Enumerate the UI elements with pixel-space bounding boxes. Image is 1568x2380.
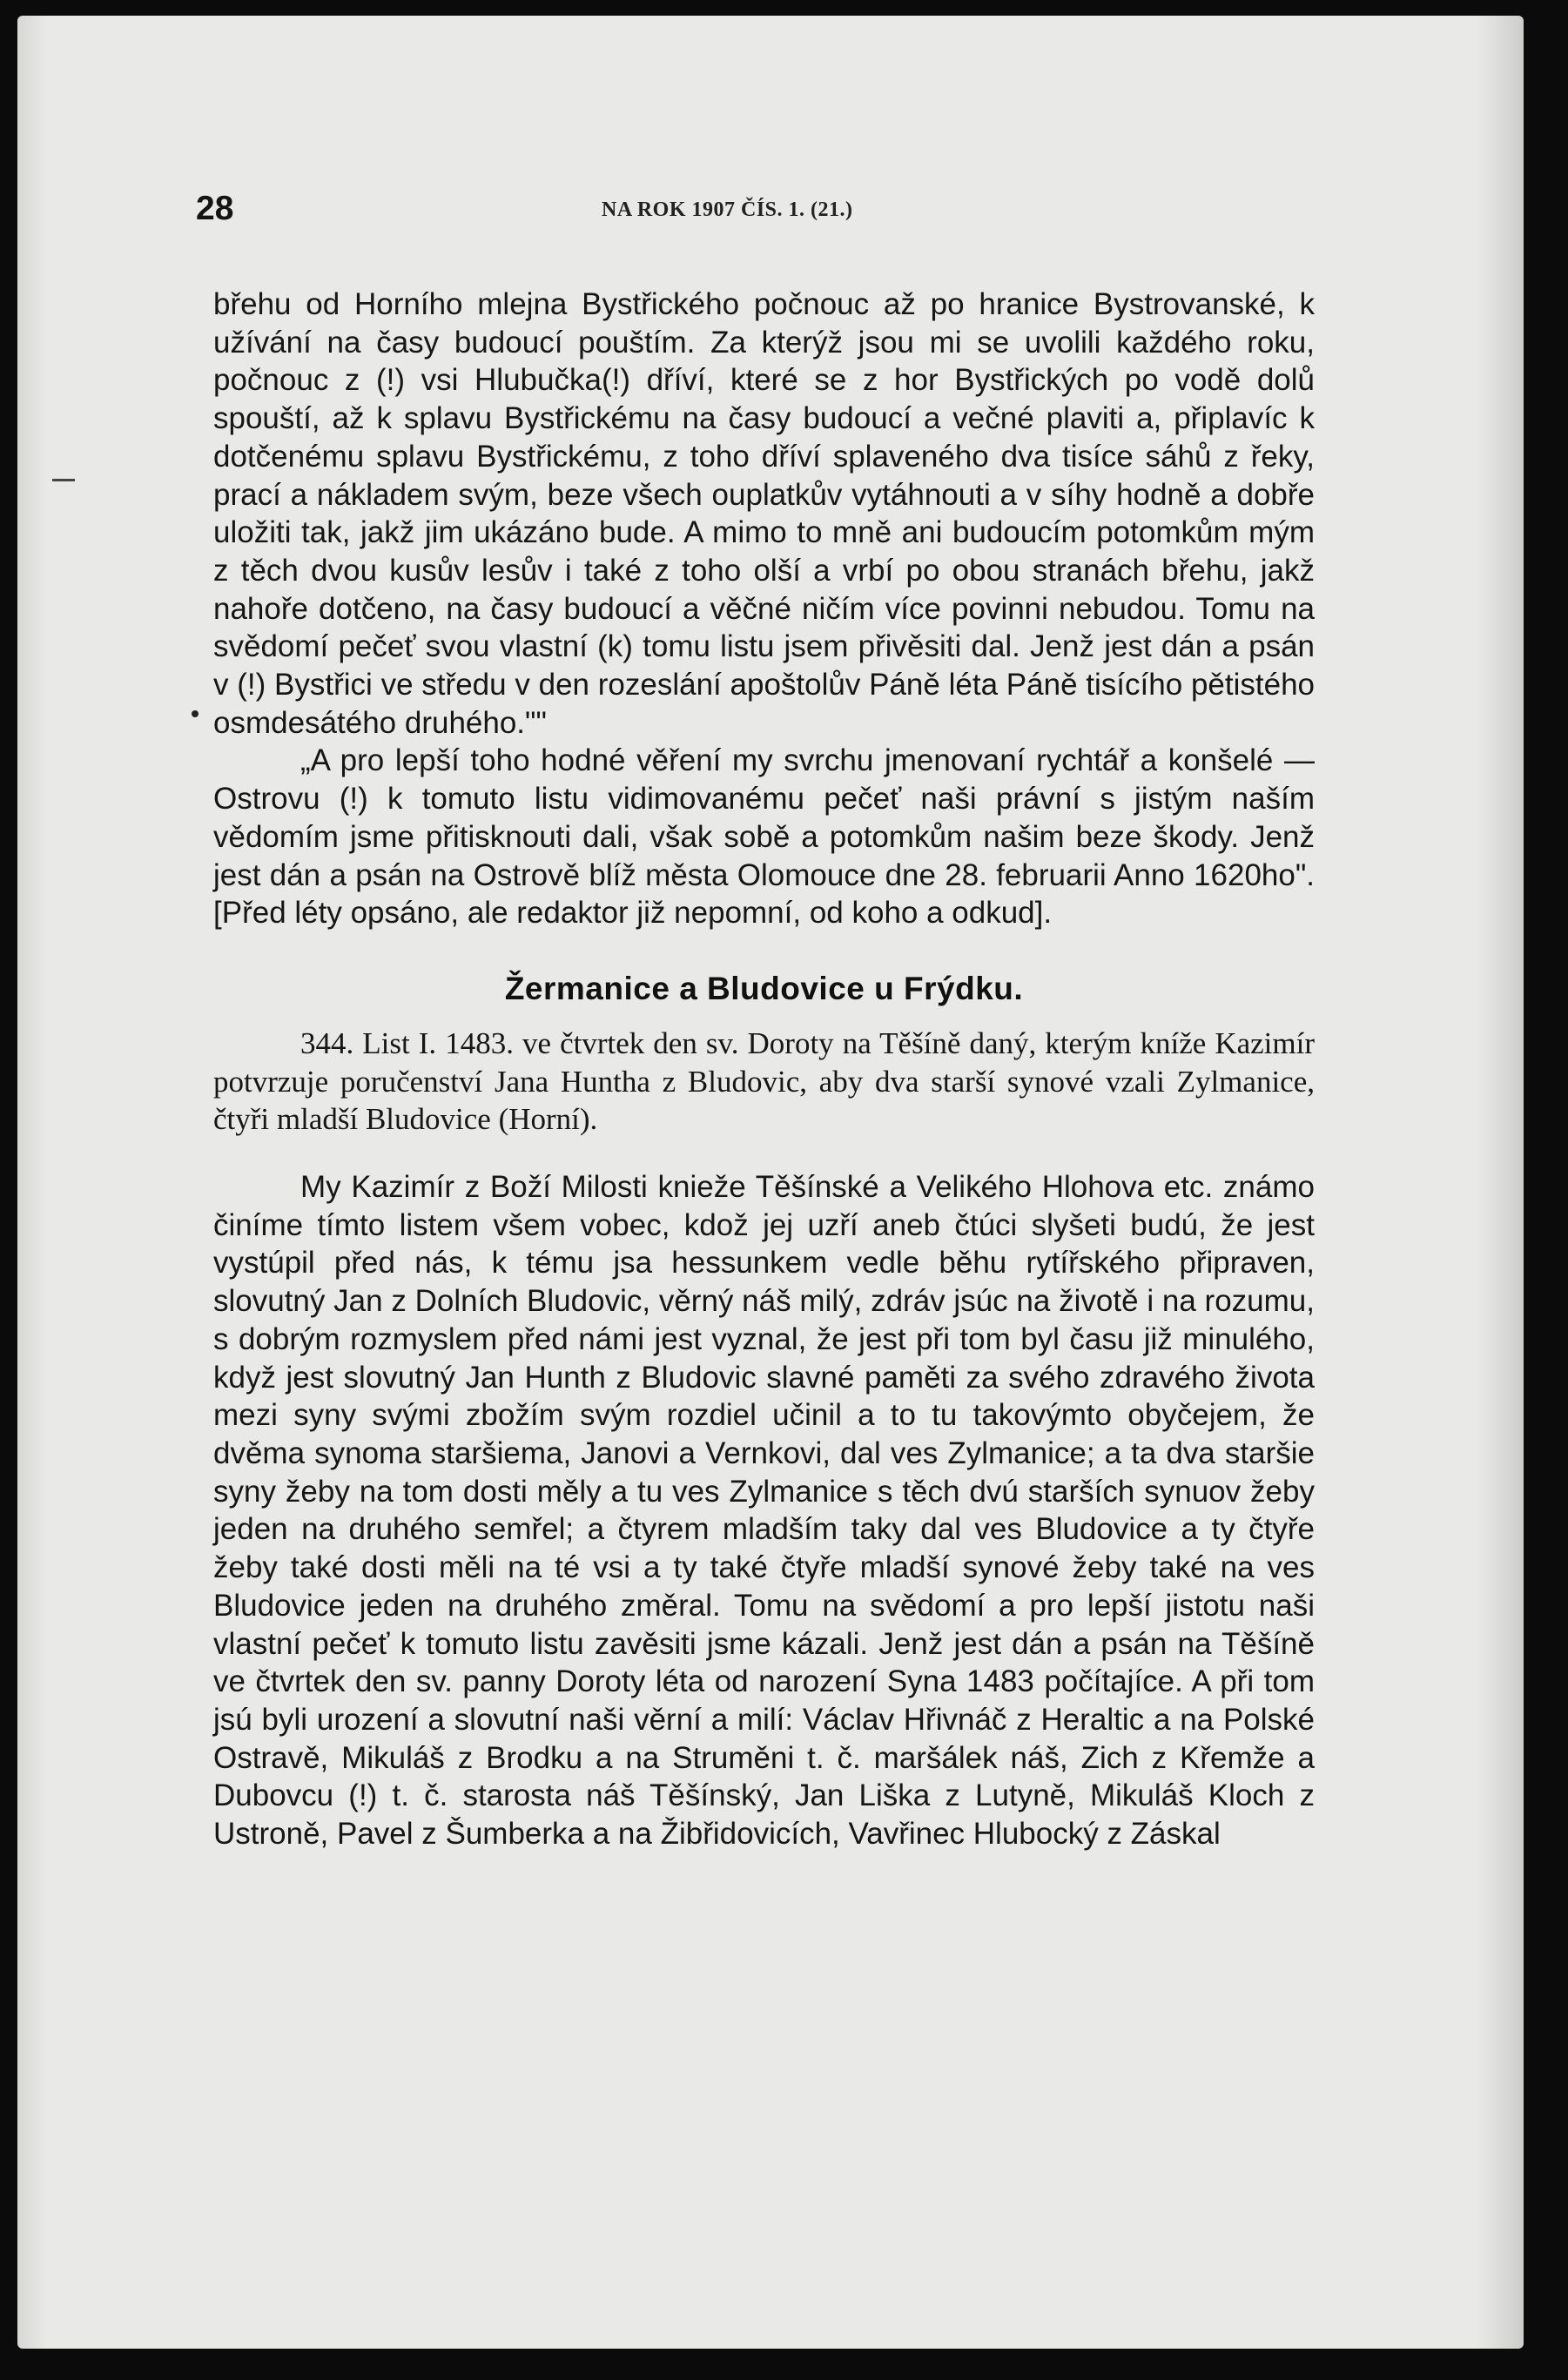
- page-header: [196, 190, 1345, 242]
- paragraph-charter-text: My Kazimír z Boží Milosti knieže Těšínské a Velikého Hlohova etc. známo činíme tímto listem všem vobec, kdož jej uzří aneb čtúci slyšeti budú, že jest vystúpil před nás, k tému jsa hessunkem vedle běhu rytířského připraven, slovutný Jan z Dolních Bludovic, věrný náš milý, zdráv jsúc na životě i na rozumu, s dobrým rozmyslem před námi jest vyznal, že jest při tom byl času již minulého, když jest slovutný Jan Hunth z Bludovic slavné paměti za svého zdravého života mezi syny svými zbožím svým rozdiel učinil a to tu takovýmto obyčejem, že dvěma synoma staršiema, Janovi a Vernkovi, dal ves Zylmanice; a ta dva staršie syny žeby na tom dosti měly a tu ves Zylmanice s těch dvú starších synuov žeby jeden na druhého semřel; a čtyrem mladším taky dal ves Bludovice a ty čtyře žeby také dosti měli na té vsi a ty také čtyře mladší synové žeby také na ves Bludovice jeden na druhého změral. Tomu na svědomí a pro lepší jistotu naši vlastní pečeť k tomuto listu zavěsiti jsme kázali. Jenž jest dán a psán na Těšíně ve čtvrtek den sv. panny Doroty léta od narození Syna 1483 počítajíce. A při tom jsú byli urození a slovutní naši věrní a milí: Václav Hřivnáč z Heraltic a na Polské Ostravě, Mikuláš z Brodku a na Struměni t. č. maršálek náš, Zich z Křemže a Dubovcu (!) t. č. starosta náš Těšínský, Jan Liška z Lutyně, Mikuláš Kloch z Ustroně, Pavel z Šumberka a na Žibřidovicích, Vavřinec Hlubocký z Záskal: [213, 1170, 1315, 1852]
- paragraph-continuation: břehu od Horního mlejna Bystřického počnouc až po hranice Bystrovanské, k užívání na časy budoucí pouštím. Za kterýž jsou mi se uvolili každého roku, počnouc z (!) vsi Hlubučka(!) dříví, které se z hor Bystřických po vodě dolů spouští, až k splavu Bystřickému na časy budoucí a večné plaviti a, připlavíc k dotčenému splavu Bystřickému, z toho dříví splaveného dva tisíce sáhů z řeky, prací a nákladem svým, beze všech ouplatkův vytáhnouti a v síhy hodně a dobře uložiti tak, jakž jim ukázáno bude. A mimo to mně ani budoucím potomkům mým z těch dvou kusův lesův i také z toho olší a vrbí po obou stranách břehu, jakž nahoře dotčeno, na časy budoucí a věčné ničím více povinni nebudou. Tomu na svědomí pečeť svou vlastní (k) tomu listu jsem přivěsiti dal. Jenž jest dán a psán v (!) Bystřici ve středu v den rozeslání apoštolův Páně léta Páně tisícího pětistého osmdesátého druhého."": [213, 287, 1315, 740]
- margin-dot: [192, 710, 199, 717]
- regest-paragraph: 344. List I. 1483. ve čtvrtek den sv. Doroty na Těšíně daný, kterým kníže Kazimír potvrzuje poručenství Jana Huntha z Bludovic, aby dva starší synové vzali Zylmanice, čtyři mladší Bludovice (Horní).: [213, 1025, 1315, 1137]
- page-body: [213, 286, 1315, 1853]
- page-edge-shadow-right: [1476, 16, 1524, 2349]
- section-heading: Žermanice a Bludovice u Frýdku.: [504, 970, 1024, 1006]
- paragraph-vidimus: „A pro lepší toho hodné věření my svrchu jmenovaní rychtář a konšelé — Ostrovu (!) k tomuto listu vidimovanému pečeť naši právní s jistým naším vědomím jsme přitisknouti dali, však sobě a potomkům našim beze škody. Jenž jest dán a psán na Ostrově blíž města Olomouce dne 28. februarii Anno 1620ho". [Před léty opsáno, ale redaktor již nepomní, od koho a odkud].: [213, 743, 1315, 931]
- margin-mark: [52, 479, 75, 481]
- page-edge-shadow-left: [17, 16, 48, 2349]
- page-number: 28: [196, 190, 234, 227]
- running-head: NA ROK 1907 ČÍS. 1. (21.): [602, 198, 853, 221]
- scanned-page: [17, 16, 1524, 2349]
